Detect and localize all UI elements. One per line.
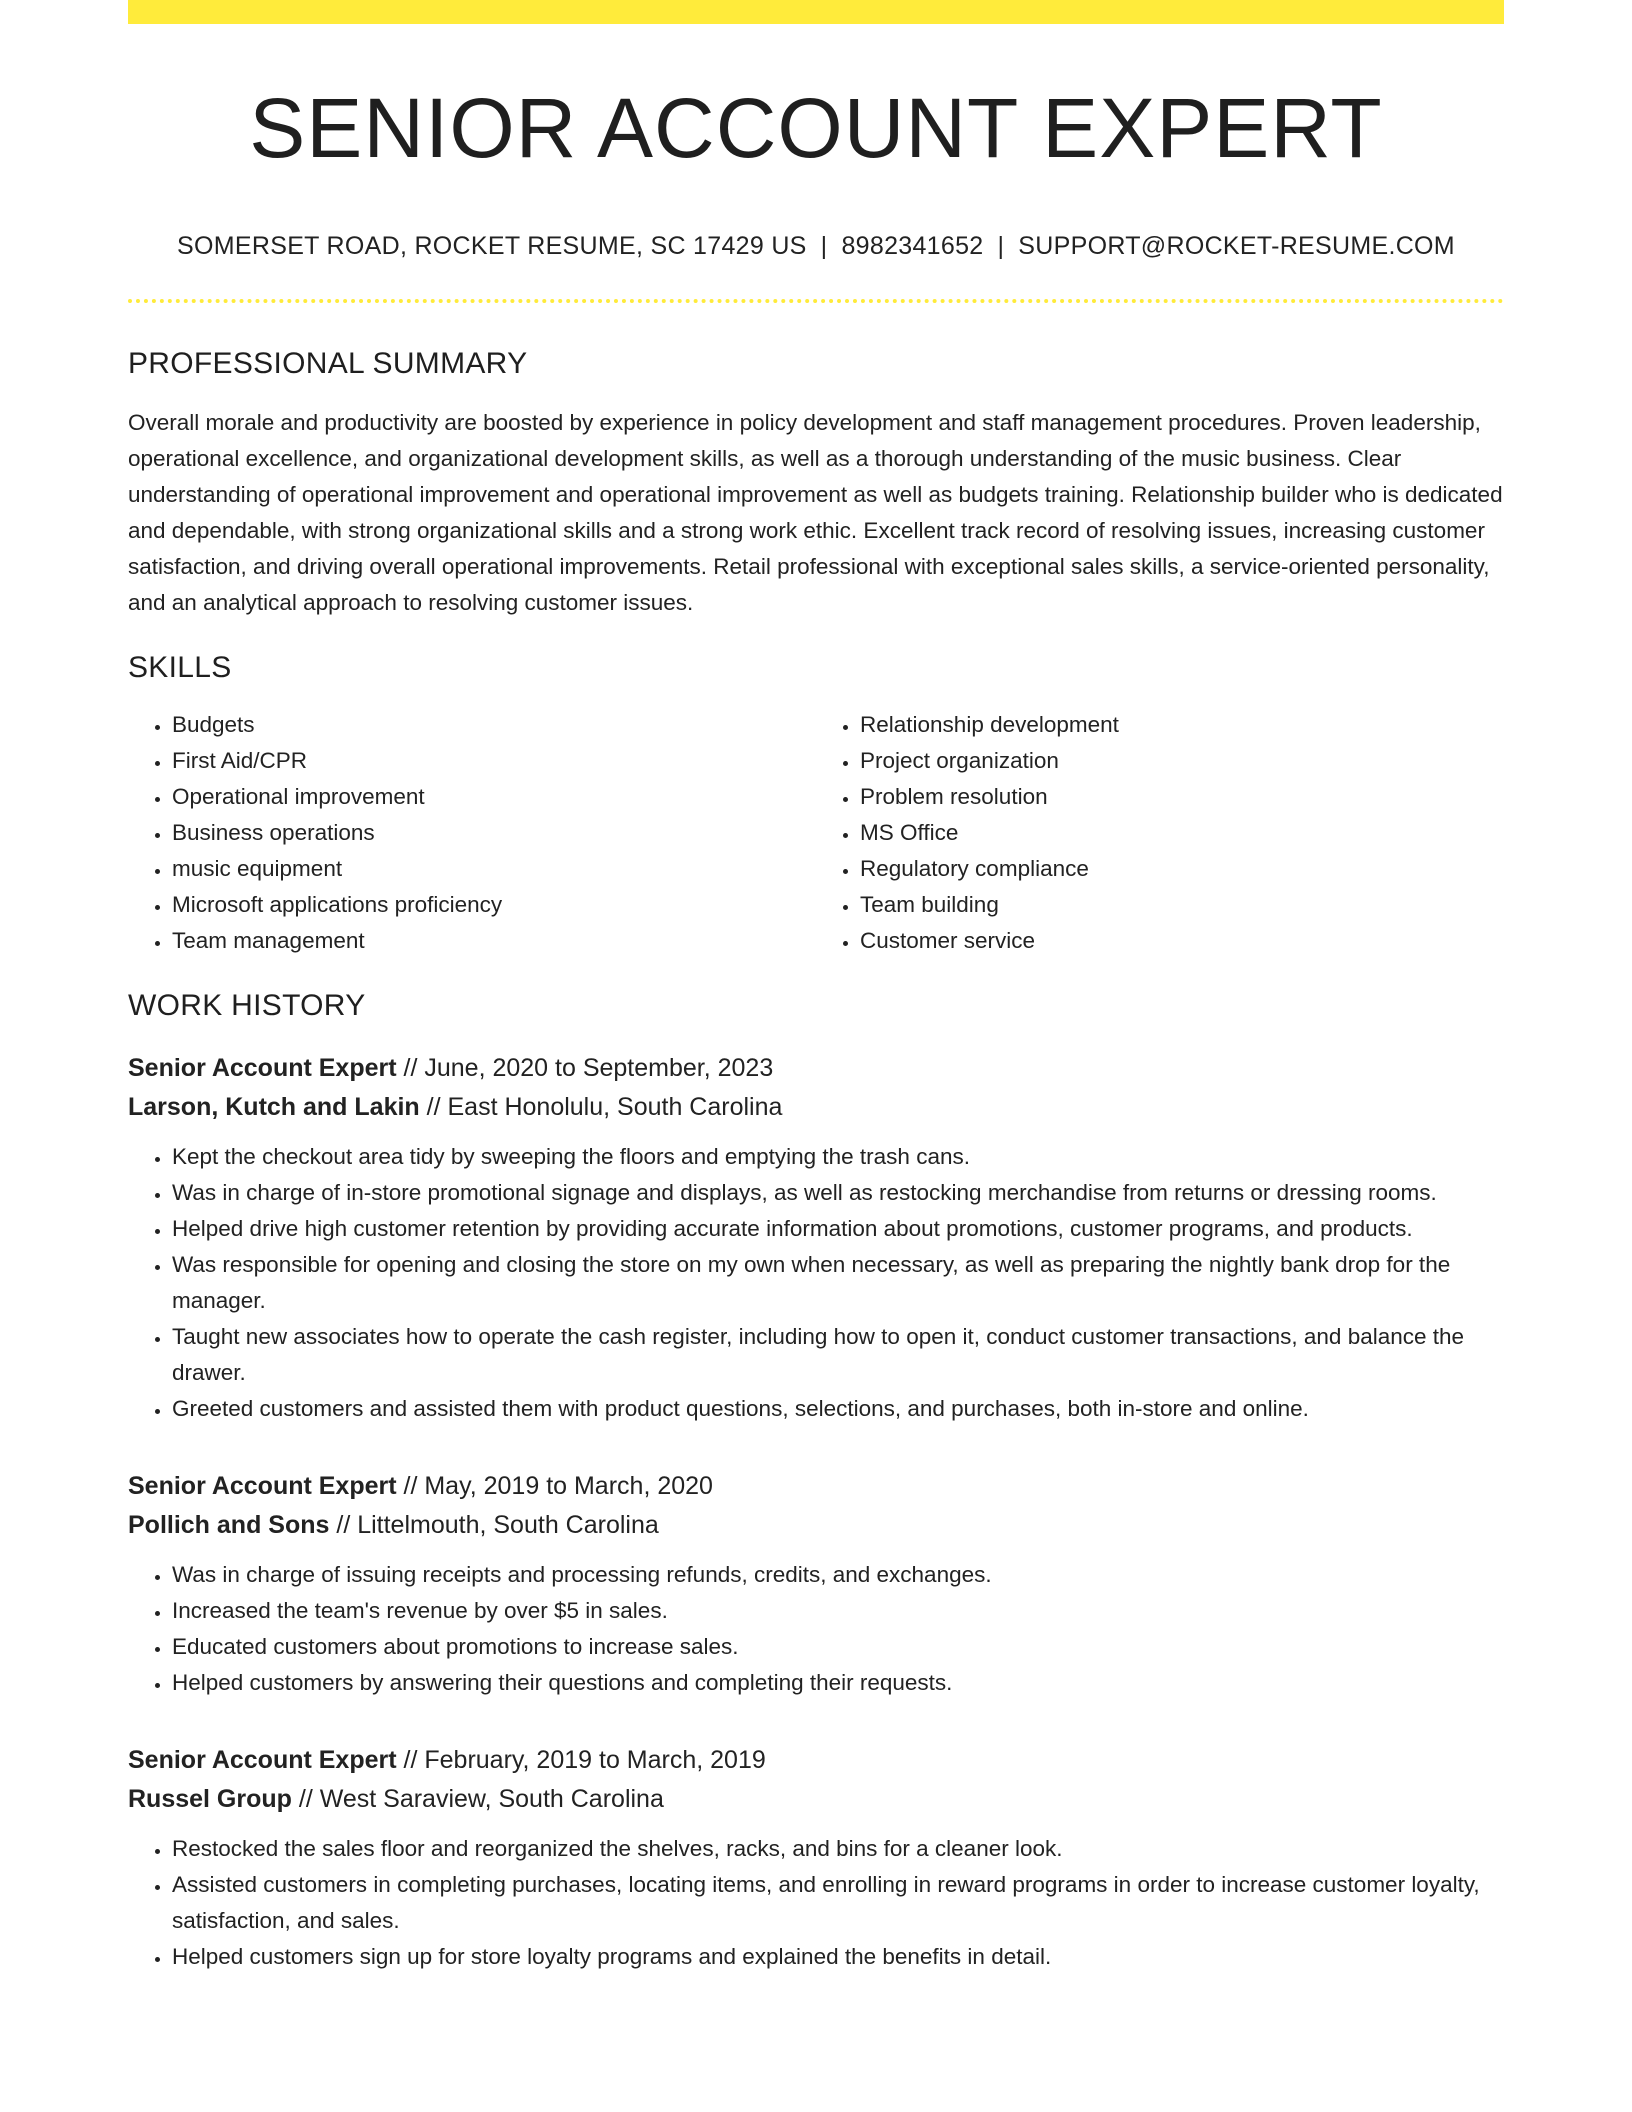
skill-item: • Team management — [172, 923, 816, 959]
job-company-line — [128, 1088, 1504, 1127]
job-role: Senior Account Expert — [128, 1746, 397, 1775]
skill-item: • MS Office — [860, 815, 1504, 851]
accent-top-bar — [128, 0, 1504, 24]
job-bullet: • Taught new associates how to operate the cash register, including how to open it, conduct customer transactions, and balance the drawer. — [172, 1319, 1504, 1391]
contact-address: SOMERSET ROAD, ROCKET RESUME, SC 17429 US — [177, 232, 807, 261]
job-bullet: • Was responsible for opening and closing the store on my own when necessary, as well as preparing the nightly bank drop for the manager. — [172, 1247, 1504, 1319]
job-bullet: • Assisted customers in completing purchases, locating items, and enrolling in reward programs in order to increase customer loyalty, satisfaction, and sales. — [172, 1867, 1504, 1939]
job-role-line — [128, 1049, 1504, 1088]
job-company: Pollich and Sons — [128, 1511, 330, 1540]
resume-page — [128, 0, 1504, 1975]
skills-grid — [128, 707, 1504, 959]
job-role: Senior Account Expert — [128, 1054, 397, 1083]
job-bullet: • Restocked the sales floor and reorganized the shelves, racks, and bins for a cleaner look. — [172, 1831, 1504, 1867]
skill-item: • Microsoft applications proficiency — [172, 887, 816, 923]
skills-left-column — [128, 707, 816, 959]
job-location: // West Saraview, South Carolina — [291, 1785, 664, 1814]
summary-text: Overall morale and productivity are boosted by experience in policy development and staff management procedures. Proven leadership, operational excellence, and organizational development skills, as well as a thorough understanding of the music business. Clear understanding of operational improvement and operational improvement as well as budgets training. Relationship builder who is dedicated and dependable, with strong organizational skills and a strong work ethic. Excellent track record of resolving issues, increasing customer satisfaction, and driving overall operational improvements. Retail professional with exceptional sales skills, a service-oriented personality, and an analytical approach to resolving customer issues. — [128, 410, 1503, 616]
job-role-line — [128, 1467, 1504, 1506]
skills-right-column — [816, 707, 1504, 959]
dotted-divider — [128, 299, 1504, 303]
summary-heading: PROFESSIONAL SUMMARY — [128, 347, 528, 381]
job-company-line — [128, 1780, 1504, 1819]
job-bullet: • Greeted customers and assisted them with product questions, selections, and purchases, both in-store and online. — [172, 1391, 1504, 1427]
skill-item: • Problem resolution — [860, 779, 1504, 815]
job-role-line — [128, 1741, 1504, 1780]
skill-item: • music equipment — [172, 851, 816, 887]
job-bullet: • Was in charge of issuing receipts and processing refunds, credits, and exchanges. — [172, 1557, 1504, 1593]
job-dates: // February, 2019 to March, 2019 — [396, 1746, 766, 1775]
contact-separator: | — [997, 232, 1005, 261]
skill-item: • Regulatory compliance — [860, 851, 1504, 887]
job-bullet: • Helped customers sign up for store loyalty programs and explained the benefits in detail. — [172, 1939, 1504, 1975]
skill-item: • Relationship development — [860, 707, 1504, 743]
job-entry — [128, 1741, 1504, 1975]
job-bullets — [128, 1557, 1504, 1701]
job-dates: // June, 2020 to September, 2023 — [396, 1054, 774, 1083]
job-company: Larson, Kutch and Lakin — [128, 1093, 420, 1122]
contact-separator: | — [820, 232, 828, 261]
skill-item: • Operational improvement — [172, 779, 816, 815]
job-company: Russel Group — [128, 1785, 292, 1814]
job-bullet: • Kept the checkout area tidy by sweeping the floors and emptying the trash cans. — [172, 1139, 1504, 1175]
job-role: Senior Account Expert — [128, 1472, 397, 1501]
job-bullets — [128, 1831, 1504, 1975]
job-company-line — [128, 1506, 1504, 1545]
skill-item: • Customer service — [860, 923, 1504, 959]
job-location: // Littelmouth, South Carolina — [329, 1511, 659, 1540]
job-bullets — [128, 1139, 1504, 1427]
job-dates: // May, 2019 to March, 2020 — [396, 1472, 713, 1501]
skills-heading: SKILLS — [128, 651, 232, 685]
work-history-heading: WORK HISTORY — [128, 989, 366, 1023]
skill-item: • Budgets — [172, 707, 816, 743]
job-bullet: • Educated customers about promotions to increase sales. — [172, 1629, 1504, 1665]
job-bullet: • Helped customers by answering their questions and completing their requests. — [172, 1665, 1504, 1701]
contact-email: SUPPORT@ROCKET-RESUME.COM — [1018, 232, 1455, 261]
skill-item: • First Aid/CPR — [172, 743, 816, 779]
job-bullet: • Was in charge of in-store promotional signage and displays, as well as restocking merchandise from returns or dressing rooms. — [172, 1175, 1504, 1211]
job-bullet: • Helped drive high customer retention by providing accurate information about promotions, customer programs, and products. — [172, 1211, 1504, 1247]
contact-line — [128, 232, 1504, 261]
skill-item: • Business operations — [172, 815, 816, 851]
skill-item: • Project organization — [860, 743, 1504, 779]
contact-phone: 8982341652 — [841, 232, 984, 261]
job-entry — [128, 1467, 1504, 1701]
skill-item: • Team building — [860, 887, 1504, 923]
resume-name: SENIOR ACCOUNT EXPERT — [249, 81, 1383, 175]
job-bullet: • Increased the team's revenue by over $5 in sales. — [172, 1593, 1504, 1629]
job-entry — [128, 1049, 1504, 1427]
job-location: // East Honolulu, South Carolina — [419, 1093, 783, 1122]
